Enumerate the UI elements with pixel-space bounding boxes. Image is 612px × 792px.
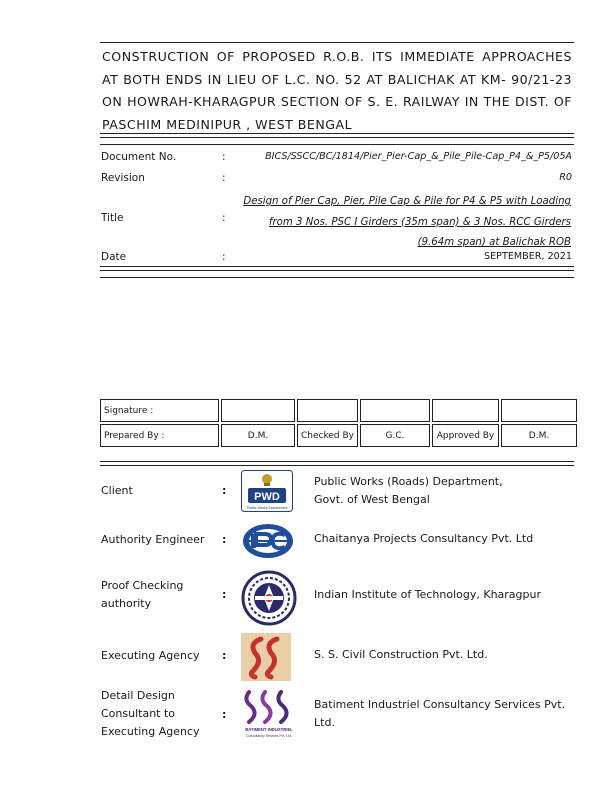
revision-value: R0 [559,172,572,183]
approved-by-label: Approved By [432,424,499,447]
design-label-line3: Executing Agency [101,725,200,738]
proof-label [101,577,183,613]
proof-value: Indian Institute of Technology, Kharagpur [314,588,541,601]
rule-after-title-2 [100,137,574,138]
ss-civil-logo-icon [241,633,291,681]
signature-cell-checked [360,399,430,422]
signature-cell-checked-label [297,399,358,422]
approved-by-value: D.M. [501,424,577,447]
prepared-by-value: D.M. [221,424,295,447]
project-title: CONSTRUCTION OF PROPOSED R.O.B. ITS IMMEDIATE APPROACHES AT BOTH ENDS IN LIEU OF L.C. NO. 52 AT BALICHAK AT KM- 90/21-23 ON HOWRAH-KHARAGPUR SECTION OF S. E. RAILWAY IN THE DIST. OF PASCHIM MEDINIPUR , WEST BENGAL [102,49,572,132]
design-label-line1: Detail Design [101,689,175,702]
document-title [230,192,571,254]
checked-by-label: Checked By [297,424,358,447]
pwd-logo [241,470,293,512]
proof-label-line1: Proof Checking [101,579,184,592]
design-value: Batiment Industriel Consultancy Services Pvt. Ltd. [314,698,566,729]
signature-table [98,397,579,449]
proof-label-line2: authority [101,597,152,610]
iit-kgp-logo-icon [241,570,297,626]
authority-colon: : [222,533,227,546]
client-value-line1: Public Works (Roads) Department, [314,475,503,488]
client-value [314,473,574,509]
chaitanya-logo [241,520,295,562]
document-no-colon: : [222,151,226,163]
batiment-logo-subtext: Consultancy Services Pvt. Ltd. [246,734,292,738]
batiment-logo [241,688,297,740]
pwd-logo-text: PWD [254,491,280,503]
meta-bottom-rule-2 [100,270,574,271]
client-label: Client [101,484,133,497]
meta-top-rule [100,144,574,145]
revision-label: Revision [101,172,145,184]
document-title-line3: (9.64m span) at Balichak ROB [417,237,571,248]
date-label: Date [101,251,127,263]
batiment-logo-icon [241,688,297,740]
prepared-row [100,424,577,447]
iit-kgp-logo [241,570,297,626]
document-title-line2: from 3 Nos. PSC I Girders (35m span) & 3 Nos. RCC Girders [268,216,571,228]
agencies-top-rule [100,461,574,462]
title-label: Title [101,212,124,224]
client-value-line2: Govt. of West Bengal [314,493,430,506]
pwd-logo-icon [241,470,293,512]
design-colon: : [222,708,227,721]
signature-label: Signature : [100,399,219,422]
title-colon: : [222,212,226,224]
top-rule [100,42,574,43]
client-colon: : [222,484,227,497]
signature-cell-approved-label [432,399,499,422]
signature-cell-prepared [221,399,295,422]
document-no-label: Document No. [101,151,177,163]
checked-by-value: G.C. [360,424,430,447]
authority-label: Authority Engineer [101,533,205,546]
rule-after-title [100,133,574,134]
signature-cell-approved [501,399,577,422]
date-colon: : [222,251,226,263]
authority-value: Chaitanya Projects Consultancy Pvt. Ltd [314,532,534,545]
design-label [101,687,200,741]
document-no-value: BICS/SSCC/BC/1814/Pier_Pier-Cap_&_Pile_Pile-Cap_P4_&_P5/05A [265,151,572,162]
meta-bottom-rule-3 [100,277,574,278]
document-title-line1: Design of Pier Cap, Pier, Pile Cap & Pile for P4 & P5 with Loading [243,196,571,207]
executing-value: S. S. Civil Construction Pvt. Ltd. [314,648,488,661]
chaitanya-logo-icon [241,520,295,562]
pwd-logo-subtext: Public Works Department [246,506,288,510]
revision-colon: : [222,172,226,184]
executing-label: Executing Agency [101,649,200,662]
date-value: SEPTEMBER, 2021 [484,251,572,262]
proof-colon: : [222,588,227,601]
signature-row [100,399,577,422]
batiment-logo-text: BATIMENT INDUSTRIEL [245,727,293,732]
executing-colon: : [222,649,227,662]
agencies-top-rule-2 [100,465,574,466]
prepared-by-label: Prepared By : [100,424,219,447]
meta-bottom-rule [100,266,574,267]
design-label-line2: Consultant to [101,707,176,720]
ss-civil-logo [241,633,291,681]
